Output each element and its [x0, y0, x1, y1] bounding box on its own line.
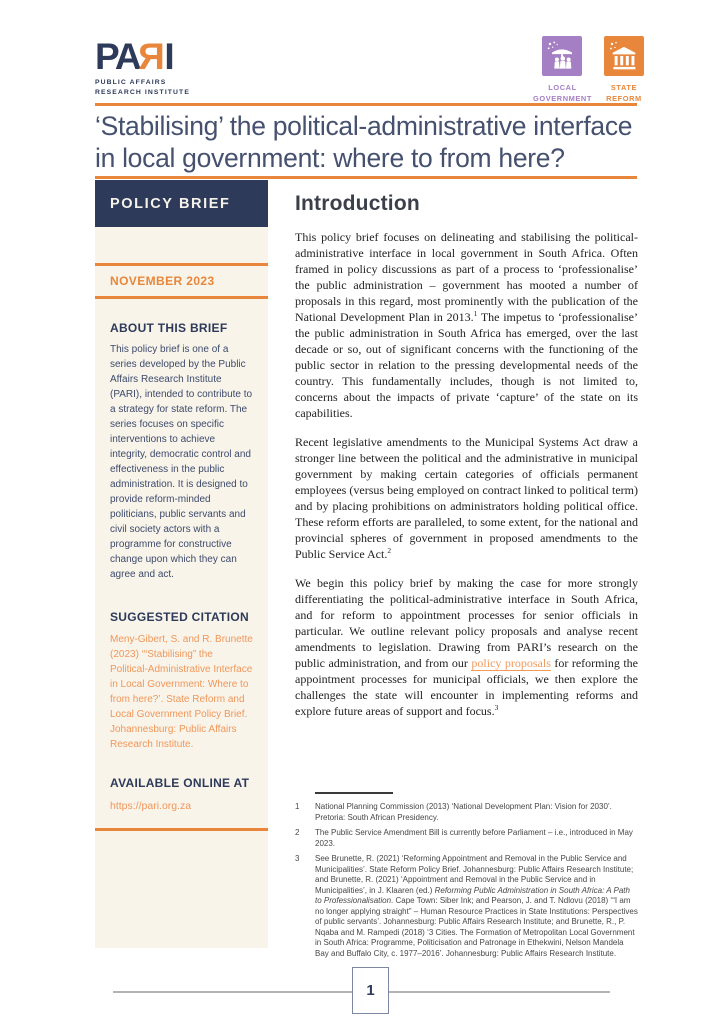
suggested-citation-heading: SUGGESTED CITATION — [110, 610, 249, 624]
page-number-box — [352, 967, 389, 1014]
pari-logo — [95, 38, 190, 98]
paragraph-3 — [295, 575, 638, 719]
footnote-ref-3: 3 — [494, 703, 499, 712]
footnote-1-number: 1 — [295, 802, 300, 811]
local-government-label — [533, 82, 592, 104]
local-government-square — [542, 36, 582, 76]
pari-logo-wordmark — [95, 38, 190, 75]
state-reform-badge — [604, 36, 644, 104]
programme-badges — [533, 36, 644, 104]
logo-letters-pa: PA — [95, 36, 140, 77]
page-number: 1 — [366, 982, 375, 999]
brief-date: NOVEMBER 2023 — [110, 274, 215, 288]
orange-rule-under-title — [95, 176, 637, 179]
footnote-3-number: 3 — [295, 854, 300, 863]
policy-brief-banner-label: POLICY BRIEF — [110, 195, 231, 212]
state-reform-label — [606, 82, 642, 104]
sidebar — [95, 180, 268, 948]
paragraph-3-text-b: for reforming the appointment processes for municipal officials, we then explore the challenges the state will encounter in implementing reforms and explore future areas of support and focus. — [295, 656, 638, 718]
state-reform-square — [604, 36, 644, 76]
policy-brief-banner — [95, 180, 268, 227]
footnote-ref-2: 2 — [387, 546, 392, 555]
paragraph-1-text-a: This policy brief focuses on delineating and stabilising the political-administrative interface in local government in South Africa. Often framed in policy discussions as part of a process to ‘professionalise’ the public administration – government has mooted a number of proposals in this regard, most prominently with the publication of the National Development Plan in 2013. — [295, 230, 638, 324]
footnote-1-text: National Planning Commission (2013) ‘National Development Plan: Vision for 2030’. Pretoria: South African Presidency. — [315, 802, 612, 822]
pari-website-link[interactable]: https://pari.org.za — [110, 800, 192, 812]
logo-subtitle-line1: PUBLIC AFFAIRS — [95, 79, 167, 86]
about-this-brief-text: This policy brief is one of a series developed by the Public Affairs Research Institute (PARI), intended to contribute to a strategy for state reform. The series focuses on specific interventions to achieve integrity, democratic control and effectiveness in the public administration. It is designed to provide reform-minded politicians, public servants and civil society actors with a programme for constructive change upon which they can agree and act. — [110, 344, 253, 580]
footnote-1 — [295, 802, 638, 823]
suggested-citation-text: Meny-Gibert, S. and R. Brunette (2023) ‘“Stabilising” the Political-Administrative Interface in Local Government: Where to from here?’. State Reform and Local Government Policy Brief. Johannesburg: Public Affairs Research Institute. — [110, 634, 253, 750]
policy-proposals-link[interactable]: policy proposals — [471, 656, 551, 670]
sidebar-content — [95, 299, 268, 814]
pari-logo-subtitle — [95, 78, 190, 98]
main-column — [295, 192, 639, 958]
paragraph-2-text: Recent legislative amendments to the Municipal Systems Act draw a stronger line between the political and the administrative in municipal government by making certain categories of officials permanent employees (versus being employed on contract linked to political term) and by placing prohibitions on administrators holding political office. These reform efforts are paralleled, to some extent, for the national and provincial spheres of government in proposed amendments to the Public Service Act. — [295, 435, 638, 561]
pavilion-people-icon — [546, 40, 578, 72]
logo-letter-r-reversed: R — [139, 36, 165, 77]
footnote-separator — [315, 792, 393, 794]
available-online-heading: AVAILABLE ONLINE AT — [110, 776, 250, 790]
logo-subtitle-line2: RESEARCH INSTITUTE — [95, 88, 190, 96]
footnote-3-text — [315, 854, 638, 959]
footnote-2-text: The Public Service Amendment Bill is currently before Parliament – i.e., introduced in May 2023. — [315, 828, 633, 848]
orange-rule-top — [95, 103, 637, 106]
local-label-line2: GOVERNMENT — [533, 94, 592, 104]
footnote-3 — [295, 854, 638, 959]
footnote-2 — [295, 828, 638, 849]
paragraph-1-text-b: The impetus to ‘professionalise’ the public administration in South Africa has emerged, over the last decade or so, out of significant concerns with the functioning of the public sector in relation to the pressing developmental needs of the country. This fundamentally includes, though is not limited to, concerns about the impacts of private ‘capture’ of the state on its capabilities. — [295, 310, 639, 420]
paragraph-1 — [295, 229, 638, 421]
document-title: ‘Stabilising’ the political-administrative interface in local government: where to from here? — [95, 111, 633, 173]
sidebar-rule-bottom — [95, 828, 268, 831]
local-label-line1: LOCAL — [548, 83, 577, 92]
classical-building-icon — [608, 40, 640, 72]
footnote-ref-1: 1 — [473, 309, 478, 318]
footnote-3-text-b: . Cape Town: Siber Ink; and Pearson, J. and T. Ndlovu (2018) ‘“I am no longer applying straight” – Human Resource Practices in State Institutions: Perspectives of public servants’. Johannesburg: Public Affairs Research Institute; and Brunette, R., P. Nqaba and M. Rampedi (2018) ‘3 Cities. The Formation of Metropolitan Local Government in South Africa: Programme, Politicisation and Patronage in Ethekwini, Nelson Mandela Bay and Buffalo City, c. 1977–2016’. Johannesburg: Public Affairs Research Institute. — [315, 896, 638, 958]
footnote-3-italic-title: Reforming Public Administration in South Africa: A Path to Professionalisation — [315, 885, 630, 905]
state-label-line2: REFORM — [606, 94, 642, 104]
state-label-line1: STATE — [610, 83, 638, 92]
about-this-brief-heading: ABOUT THIS BRIEF — [110, 321, 228, 335]
logo-letter-i: I — [164, 36, 173, 77]
paragraph-2 — [295, 434, 638, 562]
footnote-2-number: 2 — [295, 828, 300, 837]
footnote-3-text-a: See Brunette, R. (2021) ‘Reforming Appointment and Removal in the Public Service and Municipalities’. State Reform Policy Brief. Johannesburg: Public Affairs Research Institute; and Brunette, R. (2021) ‘Appointment and Removal in the Public Service and in Municipalities’, in J. Klaaren (ed.) — [315, 854, 634, 895]
introduction-heading: Introduction — [295, 192, 420, 215]
footnotes-section — [295, 792, 638, 964]
paragraph-3-text-a: We begin this policy brief by making the case for more strongly differentiating the political-administrative interface in South Africa, and for reform to appointment processes for senior officials in particular. We outline relevant policy proposals and analyse recent amendments to legislation. Drawing from PARI’s research on the public administration, and from our — [295, 576, 638, 670]
local-government-badge — [533, 36, 592, 104]
sidebar-spacer — [95, 227, 268, 263]
